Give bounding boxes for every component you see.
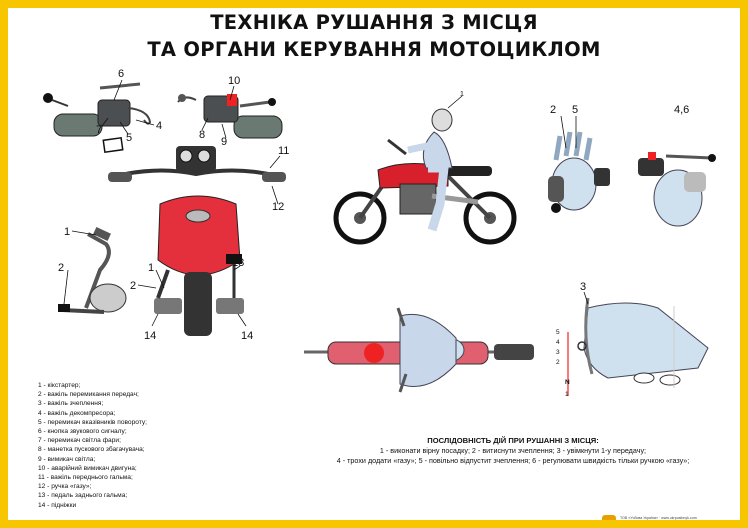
gear-label-4: 4 [556,339,560,346]
legend-item: 10 - аварійний вимикач двигуна; [38,464,137,472]
gear-label-neutral: N [565,379,570,386]
sequence-heading: ПОСЛІДОВНІСТЬ ДІЙ ПРИ РУШАННІ З МІСЦЯ: [427,436,599,445]
gear-label-5: 5 [556,329,560,336]
callout-14-right: 14 [241,330,254,342]
legend-item: 14 - підніжки [38,501,77,509]
callout-5: 5 [126,132,133,144]
right-hand-throttle-illustration [638,152,716,226]
gear-label-1: 1 [565,391,569,398]
callout-14-left: 14 [144,330,157,342]
callout-1-rider: 1 [460,91,464,98]
callout-1-kickstarter: 1 [64,226,71,238]
sequence-line-1: 1 - виконати вірну посадку; 2 - витиснути зчеплення; 3 - увімкнути 1-у передачу; [379,446,647,455]
gear-label-2: 2 [556,359,560,366]
legend [38,381,147,510]
callout-11: 11 [278,145,290,157]
legend-item: 9 - вимикач світла; [38,455,96,463]
publisher-footer: ТОВ «Учбова Україна» · www.ukrposibnyk.com [620,516,697,520]
publisher-logo [602,515,616,520]
legend-item: 1 - кікстартер; [38,382,81,389]
legend-item: 8 - манетка пускового збагачувача; [38,446,145,454]
callout-1-top-view: 1 [148,262,155,274]
legend-item: 7 - перемикач світла фари; [38,437,121,445]
legend-item: 2 - важіль перемикання передач; [38,391,139,399]
gear-label-3: 3 [556,349,560,356]
motorcycle-top-view [108,146,286,336]
left-handlebar-illustration [43,84,150,152]
callout-2-top-view: 2 [130,280,137,292]
callout-8: 8 [199,129,206,141]
sequence-line-2: 4 - трохи додати «газу»; 5 - повільно відпустит зчеплення; 6 - регулювати швидкість тільки ручкою «газу»; [336,456,690,465]
callout-10: 10 [228,75,241,87]
kickstarter-detail-illustration [58,227,126,312]
poster-title-line2: ТА ОРГАНИ КЕРУВАННЯ МОТОЦИКЛОМ [147,38,601,61]
callout-2-gear-lever: 2 [58,262,65,274]
callout-7: 7 [96,124,103,136]
legend-item: 6 - кнопка звукового сигналу; [38,428,127,436]
callout-4: 4 [156,120,163,132]
callout-12: 12 [272,201,285,213]
callout-6: 6 [118,68,125,80]
callout-4-6-hand: 4,6 [674,104,690,116]
starting-sequence [298,436,728,466]
poster-title-line1: ТЕХНІКА РУШАННЯ З МІСЦЯ [210,11,538,34]
callout-3-foot: 3 [580,281,587,293]
gear-shift-foot-illustration [568,298,708,396]
legend-item: 13 - педаль заднього гальма; [38,492,128,500]
motorcycle-top-view-with-rider [304,308,534,392]
left-hand-clutch-illustration [548,132,610,213]
legend-item: 4 - важіль декомпресора; [38,409,116,417]
motorcycle-side-view-with-rider [336,96,514,242]
callout-13: 13 [232,257,245,269]
callout-2-hand: 2 [550,104,557,116]
legend-item: 3 - важіль зчеплення; [38,400,104,408]
callout-9: 9 [221,136,228,148]
legend-item: 11 - важіль переднього гальма; [38,474,133,482]
right-handlebar-illustration [178,94,282,138]
callout-5-hand: 5 [572,104,579,116]
poster [8,8,740,520]
legend-item: 12 - ручка «газу»; [38,483,92,491]
legend-item: 5 - перемикач вказівників повороту; [38,418,148,426]
